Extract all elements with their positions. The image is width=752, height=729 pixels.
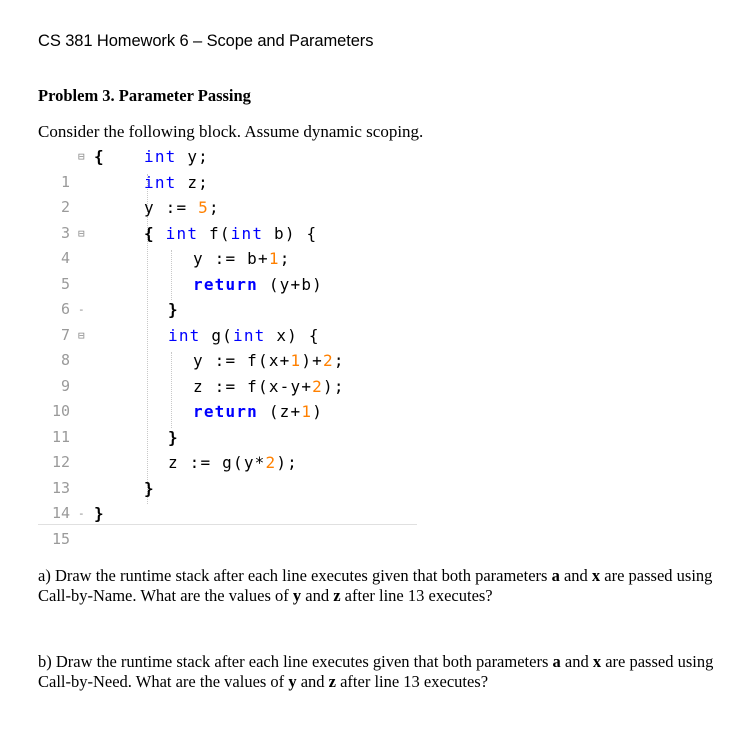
line-number: 5 [60,274,70,293]
fold-marker-icon: ⊟ [78,150,85,163]
code-keyword: int [144,147,177,166]
question-bold: y [292,586,302,605]
code-text: )+ [301,351,324,370]
code-token [193,272,323,298]
question-text: and [296,672,329,691]
problem-intro: Consider the following block. Assume dynamic scoping. [38,122,424,141]
question-bold: z [328,672,336,691]
code-keyword: int [165,223,199,243]
page-title: CS 381 Homework 6 – Scope and Parameters [38,32,374,50]
question-text: and [301,586,334,605]
line-number: 7 [60,325,70,344]
code-brace: } [144,478,155,498]
code-line [38,170,417,216]
code-token [144,144,209,170]
code-text: f( [198,223,231,243]
code-number: 2 [323,351,334,370]
code-text: ); [323,376,345,396]
code-text: z; [176,172,209,192]
code-text: y := f(x+ [193,351,291,370]
fold-marker-icon: ⊟ [78,328,85,342]
code-text: y := b+ [193,249,269,268]
code-token [144,195,220,221]
question-text: and [559,566,592,585]
line-number: 11 [51,427,70,446]
question-bold: y [288,672,297,691]
code-text: z := f(x-y+ [193,376,313,396]
code-token [193,399,323,425]
question-text: b) Draw the runtime stack after each line executes given that both parameters [38,652,553,671]
code-brace: } [168,427,179,447]
code-text: z := g(y* [168,453,266,472]
code-brace: { [144,223,166,243]
question-bold: x [592,652,602,671]
code-text: x) { [265,325,320,345]
question-a [38,566,738,606]
fold-marker-icon: ⊟ [78,226,85,240]
line-number: 3 [60,223,70,242]
code-text: ); [276,453,299,472]
line-number: 1 [60,172,70,191]
code-number: 1 [268,249,280,268]
question-bold: a [552,652,561,671]
question-text: are passed using Call-by-Name. What are the values of [38,566,713,605]
code-line [38,501,417,548]
code-keyword: int [168,325,201,345]
code-line [38,144,417,191]
code-number: 5 [198,198,210,217]
code-number: 1 [301,402,313,421]
code-brace: } [168,300,179,319]
code-token [144,221,317,247]
question-text: and [560,652,593,671]
code-brace: } [94,504,105,523]
code-token [193,246,291,272]
code-number: 2 [265,453,277,472]
code-line [38,476,417,522]
line-number: 2 [60,198,70,216]
code-keyword: int [230,223,264,243]
line-number: 12 [51,453,70,471]
code-listing [38,144,417,548]
code-keyword: int [233,325,266,345]
code-number: 1 [290,351,302,370]
line-number: 8 [60,351,70,369]
fold-marker-icon: - [78,507,85,520]
line-number: 9 [60,376,70,395]
question-bold: z [333,586,341,605]
code-token [168,323,320,349]
code-text: y; [176,147,209,166]
code-token [193,348,345,374]
code-text: ; [209,198,220,217]
code-text: g( [200,325,233,345]
code-token [168,450,298,476]
code-keyword: return [193,274,258,294]
question-text: after line 13 executes? [340,586,493,605]
code-token: { [94,147,105,166]
code-line [38,272,417,318]
line-number: 13 [51,478,70,497]
code-text: ; [333,351,345,370]
code-number: 2 [312,376,324,396]
code-line [38,399,417,446]
code-keyword: return [193,402,258,421]
code-keyword: int [144,172,177,192]
fold-marker-icon: - [78,303,85,316]
line-number: 15 [51,529,70,548]
line-number: 6 [60,300,70,318]
question-b [38,652,738,692]
code-text: ) [312,402,324,421]
question-bold: a [551,566,560,585]
question-text: after line 13 executes? [335,672,489,691]
question-bold: x [591,566,601,585]
problem-heading: Problem 3. Parameter Passing [38,86,251,105]
code-line [38,450,417,497]
line-number: 14 [51,504,70,522]
code-text: (z+ [258,402,302,421]
code-text: y := [144,198,199,217]
code-token [144,170,209,196]
code-text: ; [279,249,291,268]
line-number: 4 [60,249,70,267]
question-text: a) Draw the runtime stack after each line executes given that both parameters [38,566,552,585]
code-token [193,374,345,400]
code-text: b) { [263,223,318,243]
code-text: (y+b) [258,274,323,294]
line-number: 10 [51,402,70,420]
question-text: are passed using Call-by-Need. What are the values of [38,652,714,691]
